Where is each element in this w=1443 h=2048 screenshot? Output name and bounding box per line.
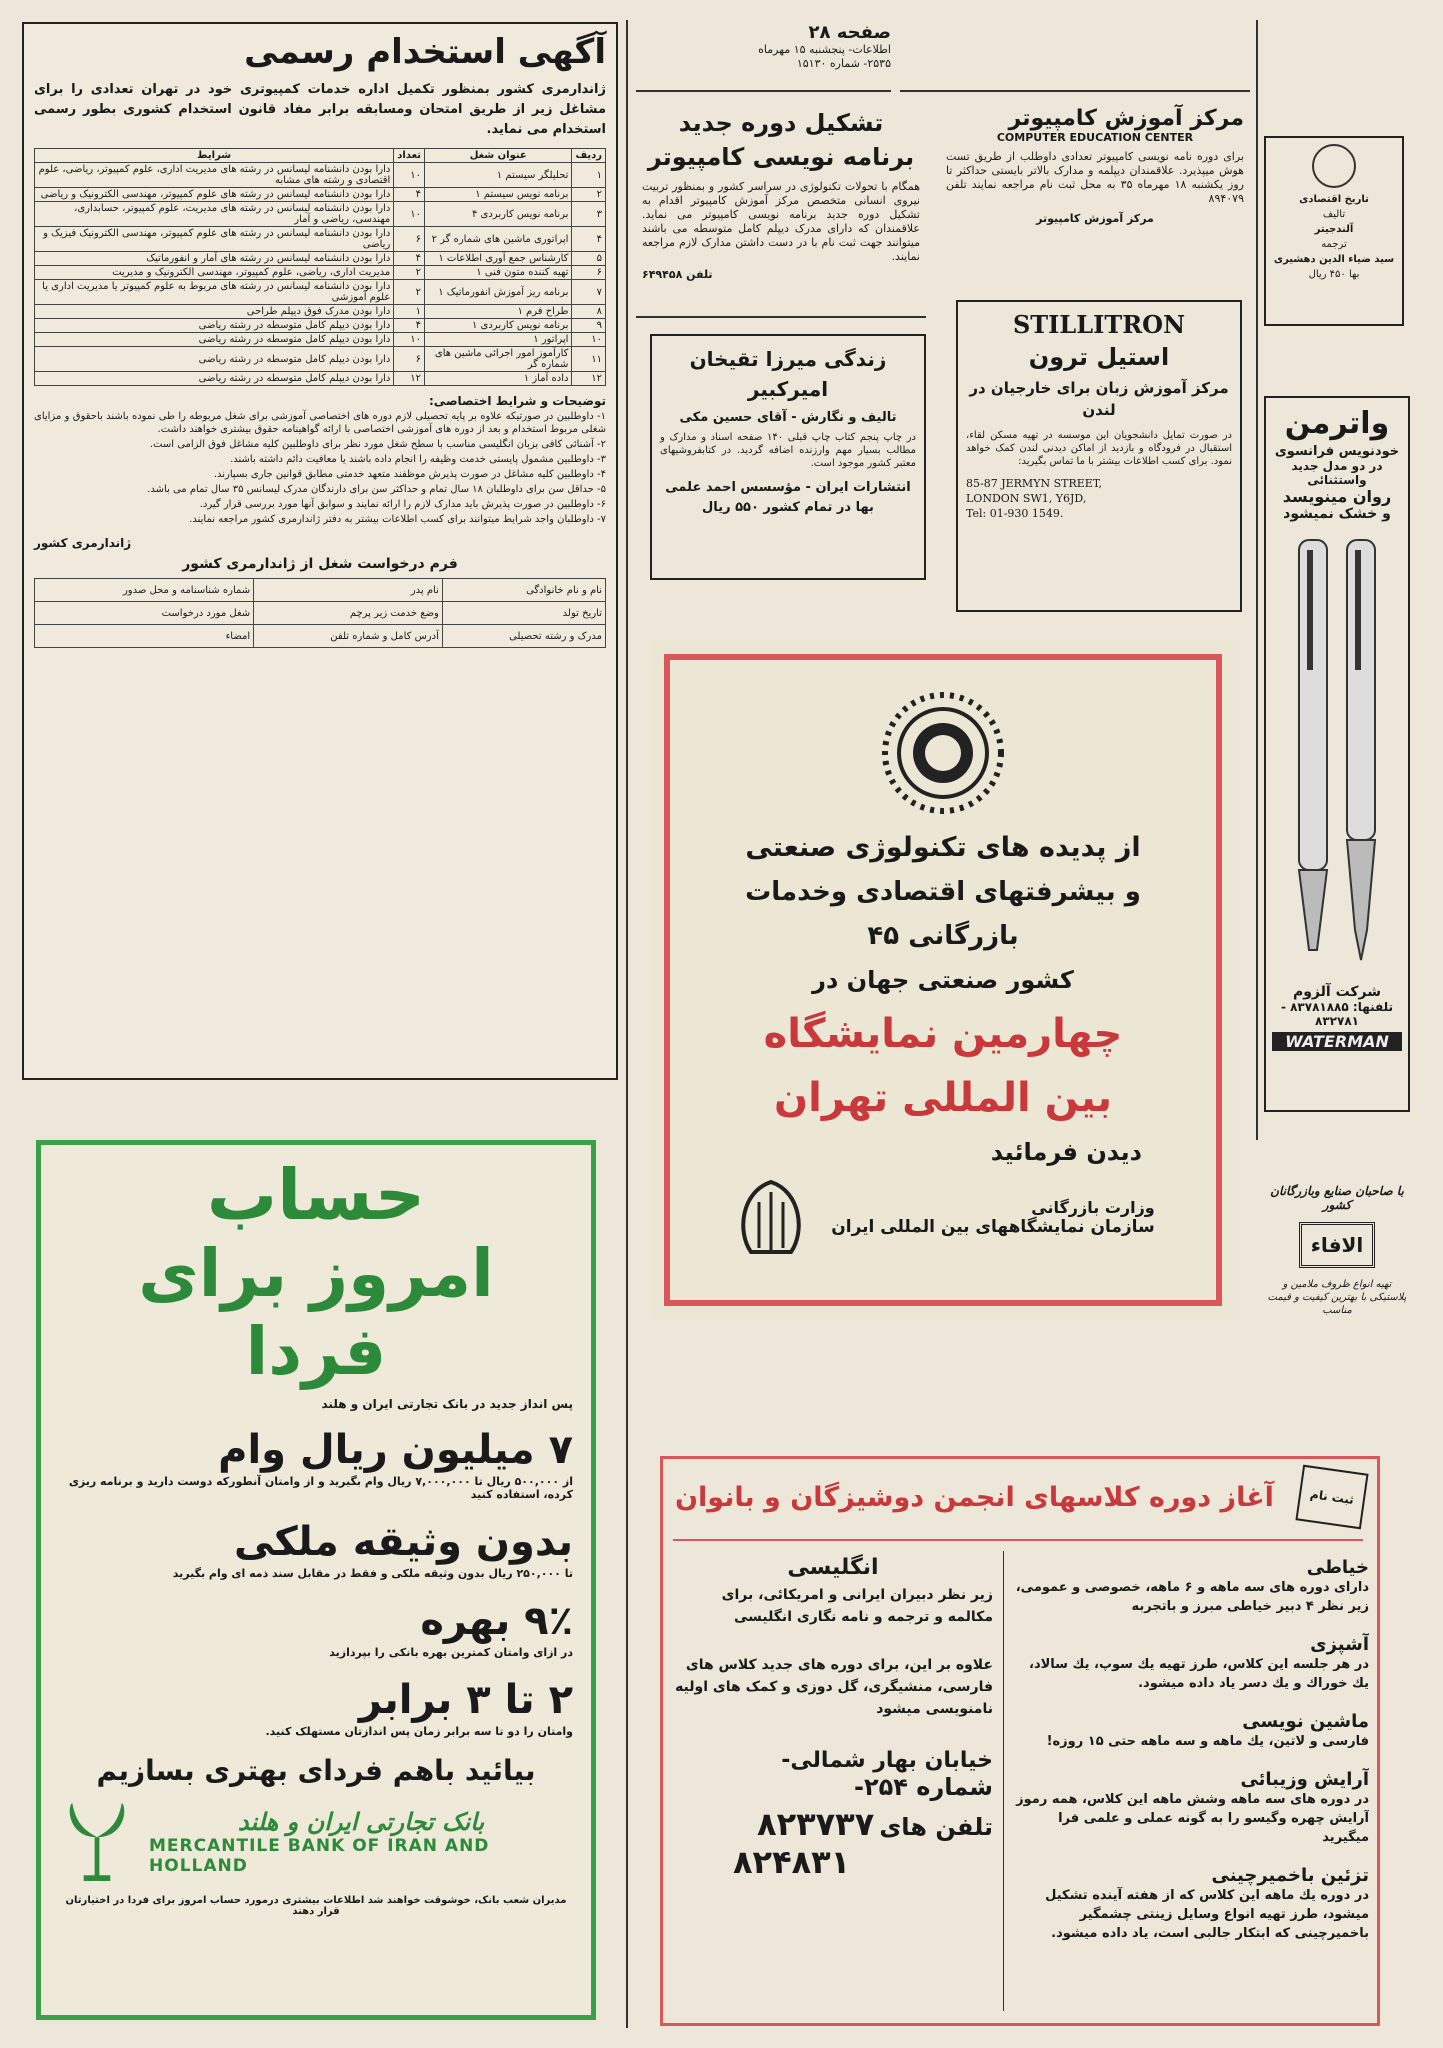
table-cell: ۱۰ xyxy=(394,202,425,227)
table-row xyxy=(35,333,606,347)
form-title: فرم درخواست شغل از ژاندارمری کشور xyxy=(182,556,458,572)
table-header: شرایط xyxy=(35,149,394,163)
column-divider xyxy=(626,20,628,2028)
address-line: LONDON SW1, Y6JD, xyxy=(966,492,1087,505)
exhibition-emblem-icon xyxy=(878,688,1008,818)
form-row xyxy=(35,625,606,648)
table-cell: دارا بودن دانشنامه لیسانس در رشته های مدیریت اداری، علوم کمپیوتر، ریاضی، علوم اقتصادی و رشته های مشابه xyxy=(35,163,394,188)
classes-phone2: ۸۲۴۸۳۱ xyxy=(733,1843,851,1881)
course-name: آشپزی xyxy=(1310,1634,1369,1655)
table-cell: ۱۲ xyxy=(572,372,606,386)
econ-line3: آلندجیتر xyxy=(1314,224,1354,235)
table-cell: ۱ xyxy=(394,305,425,319)
bank-footer: مدیران شعب بانک، خوشوقت خواهند شد اطلاعات بیشتری درمورد حساب امروز برای فردا در اختیارتان قرار دهند xyxy=(65,1895,567,1917)
note-item: ۶- داوطلبین در صورت پذیرش باید مدارک لازم را ارائه نمایند و سوابق آنها مورد بررسی قرار گیرد. xyxy=(199,499,606,510)
note-item: ۵- حداقل سن برای داوطلبان ۱۸ سال تمام و حداکثر سن برای دارندگان مدرک لیسانس ۳۵ سال تمام می باشد. xyxy=(147,484,606,495)
employment-table xyxy=(34,148,606,386)
table-cell: ۱۰ xyxy=(394,333,425,347)
econ-line1: تاریخ اقتصادی xyxy=(1299,194,1369,205)
table-cell: ۴ xyxy=(394,319,425,333)
table-cell: ۴ xyxy=(394,188,425,202)
stillitron-headline: مرکز آموزش زبان برای خارجیان در لندن xyxy=(969,379,1229,419)
form-field[interactable]: نام و نام خانوادگی xyxy=(442,579,605,602)
notes-list xyxy=(34,410,606,526)
table-cell: دارا بودن دیپلم کامل متوسطه در رشته ریاضی xyxy=(35,319,394,333)
classes-left xyxy=(673,1551,993,2011)
stillitron-ad xyxy=(956,300,1242,612)
waterman-line1: خودنویس فرانسوی xyxy=(1274,444,1400,459)
pen-icon xyxy=(1277,530,1397,980)
notes-title: توضیحات و شرایط اختصاصی: xyxy=(429,394,606,408)
table-row xyxy=(35,305,606,319)
form-field[interactable]: آدرس کامل و شماره تلفن xyxy=(254,625,443,648)
form-field[interactable]: مدرک و رشته تحصیلی xyxy=(442,625,605,648)
exhibition-org2: سازمان نمایشگاههای بین المللی ایران xyxy=(831,1216,1155,1237)
waterman-company: شرکت آلزوم xyxy=(1292,984,1382,1000)
table-cell: ۶ xyxy=(394,347,425,372)
table-row xyxy=(35,347,606,372)
exhibition-cta: دیدن فرمائید xyxy=(990,1138,1142,1166)
column-divider-right xyxy=(1256,20,1258,1140)
course-name: آرایش وزیبائی xyxy=(1240,1769,1369,1790)
industry-title: با صاحبان صنایع وبازرگانان کشور xyxy=(1270,1184,1404,1212)
industry-ad xyxy=(1264,1184,1410,1384)
course-name: تزئین باخمیرچینی xyxy=(1211,1865,1369,1886)
table-cell: ۱۱ xyxy=(572,347,606,372)
table-cell: ۱۰ xyxy=(394,163,425,188)
book-author: تالیف و نگارش - آقای حسین مکی xyxy=(679,410,897,425)
address-line: Tel: 01-930 1549. xyxy=(966,507,1064,520)
course-item xyxy=(1013,1769,1369,1847)
application-form xyxy=(34,578,606,648)
table-cell: برنامه نویس سیستم ۱ xyxy=(425,188,572,202)
computer-course-body: همگام با تحولات تکنولوژی در سراسر کشور و بمنظور تربیت نیروی انسانی متخصص مرکز آموزش کامپیوتر اقدام به تشکیل دوره جدید برنامه نویسی کامپیوتر می نماید. علاقمندان که دارای مدرک دیپلم کامل متوسطه می باشند میتوانند جهت ثبت نام با در دست داشتن مدارک لازم مراجعه نمایند. xyxy=(642,180,920,263)
bank-headline-2: امروز برای فردا xyxy=(138,1235,494,1390)
econ-line2: تالیف xyxy=(1322,209,1346,220)
exhibition-ad-frame xyxy=(650,640,1236,1320)
english-title: انگلیسی xyxy=(787,1555,879,1580)
computer-center-title: مرکز آموزش کامپیوتر xyxy=(1008,106,1244,131)
bank-item1-title: ۷ میلیون ریال وام xyxy=(218,1427,573,1473)
table-row xyxy=(35,163,606,188)
course-item xyxy=(1013,1634,1369,1693)
classes-divider xyxy=(1003,1551,1004,2011)
stillitron-brand-en: STILLITRON xyxy=(1012,310,1186,339)
page-header xyxy=(636,22,891,92)
waterman-phones-label: تلفنها: xyxy=(1352,1000,1394,1014)
course-item xyxy=(1013,1865,1369,1943)
address-line: 85-87 JERMYN STREET, xyxy=(966,477,1103,490)
bank-name-fa: بانک تجارتی ایران و هلند xyxy=(237,1808,485,1836)
waterman-line4: و خشک نمیشود xyxy=(1283,506,1391,522)
form-row xyxy=(35,602,606,625)
classes-courses xyxy=(1013,1551,1369,2011)
exhibition-ad xyxy=(664,654,1222,1306)
table-cell: تحلیلگر سیستم ۱ xyxy=(425,163,572,188)
exhibition-line3: کشور صنعتی جهان در xyxy=(812,966,1074,994)
waterman-brand-en: WATERMAN xyxy=(1272,1032,1402,1051)
bank-intro: پس انداز جدید در بانک تجارتی ایران و هلند xyxy=(321,1397,573,1411)
header-rule xyxy=(900,90,1250,92)
table-cell: ۴ xyxy=(572,227,606,252)
classes-phones-label: تلفن های xyxy=(879,1813,993,1841)
form-row xyxy=(35,579,606,602)
table-cell: دارا بودن دانشنامه لیسانس در رشته های مدیریت، علوم کمپیوتر، حسابداری، مهندسی، ریاضی و آمار xyxy=(35,202,394,227)
table-row xyxy=(35,188,606,202)
note-item: ۴- داوطلبین کلیه مشاغل در صورت پذیرش موظفند متعهد خدمتی مطابق قوانین جاری بسپارند. xyxy=(213,469,606,480)
course-name: ماشین نویسی xyxy=(1242,1711,1369,1732)
book-ad xyxy=(650,334,926,580)
exhibition-line1: از پدیده های تکنولوژی صنعتی xyxy=(745,832,1141,863)
table-cell: کارآموز امور اجرائی ماشین های شماره گر xyxy=(425,347,572,372)
course-body: فارسی و لاتین، یك ماهه و سه ماهه حتی ۱۵ روزه! xyxy=(1046,1734,1369,1749)
bank-item1-body: از ۵۰۰,۰۰۰ ریال تا ۷,۰۰۰,۰۰۰ ریال وام بگیرید و از وامتان آنطورکه دوست دارید و برنامه ریزی کرده، استفاده کنید xyxy=(68,1475,573,1501)
book-publisher: انتشارات ایران - مؤسسس احمد علمی بها در تمام کشور ۵۵۰ ریال xyxy=(665,480,911,515)
course-body: در دوره های سه ماهه وشش ماهه این کلاس، همه رموز آرایش چهره وگیسو را به گونه عملی و علمی فرا میگیرید xyxy=(1016,1792,1369,1845)
table-cell: دارا بودن دیپلم کامل متوسطه در رشته ریاضی xyxy=(35,347,394,372)
form-field[interactable]: تاریخ تولد xyxy=(442,602,605,625)
header-line2: ۲۵۳۵- شماره ۱۵۱۳۰ xyxy=(796,57,891,70)
table-row xyxy=(35,266,606,280)
exhibition-highlight2: بین المللی تهران xyxy=(773,1075,1113,1121)
bank-ad xyxy=(36,1140,596,2020)
form-field[interactable]: نام پدر xyxy=(254,579,443,602)
table-cell: ۴ xyxy=(394,252,425,266)
course-item xyxy=(1013,1711,1369,1751)
publisher-seal-icon xyxy=(1312,144,1356,188)
bank-logo-icon xyxy=(59,1797,135,1887)
stillitron-brand-fa: استیل ترون xyxy=(1028,343,1170,371)
classes-title: آغاز دوره کلاسهای انجمن دوشیزگان و بانوان xyxy=(675,1481,1274,1513)
note-item: ۷- داوطلبان واجد شرایط میتوانند برای کسب اطلاعات بیشتر به دفتر ژاندارمری کشور مراجعه نمایند. xyxy=(189,514,606,525)
form-field[interactable]: امضاء xyxy=(35,625,254,648)
course-item xyxy=(1013,1557,1369,1616)
employment-intro: ژاندارمری کشور بمنظور تکمیل اداره خدمات کمپیوتری خود در تهران تعدادی را برای مشاغل زیر از طریق امتحان ومسابقه برابر مفاد قانون استخدام کشوری بطور رسمی استخدام می نماید. xyxy=(34,82,606,137)
table-header: عنوان شغل xyxy=(425,149,572,163)
table-cell: ۱ xyxy=(572,163,606,188)
table-cell: دارا بودن دانشنامه لیسانس در رشته های علوم کمپیوتر، مهندسی الکترونیک و ریاضی xyxy=(35,188,394,202)
form-field[interactable]: وضع خدمت زیر پرچم xyxy=(254,602,443,625)
course-name: خیاطی xyxy=(1306,1557,1369,1578)
employment-signature: ژاندارمری کشور xyxy=(34,536,132,550)
bank-slogan: بیائید باهم فردای بهتری بسازیم xyxy=(96,1754,536,1787)
book-body: در چاپ پنجم کتاب چاپ قبلی ۱۴۰ صفحه اسناد و مدارک و مطالب بسیار مهم وارزنده اضافه گردید. در کتابفروشیهای معتبر کشور موجود است. xyxy=(660,432,917,469)
econ-price: بها ۴۵۰ ریال xyxy=(1308,269,1360,280)
course-body: در دوره یك ماهه این کلاس که از هفته آینده تشکیل میشود، طرز تهیه انواع وسایل زینتی چشمگیر باخمیرچینی که ابتکار جالبی است، یاد داده میشود. xyxy=(1045,1888,1369,1941)
table-cell: اپراتوری ماشین های شماره گر ۲ xyxy=(425,227,572,252)
table-cell: ۳ xyxy=(572,202,606,227)
form-field[interactable]: شغل مورد درخواست xyxy=(35,602,254,625)
table-cell: ۸ xyxy=(572,305,606,319)
bank-name-en: MERCANTILE BANK OF IRAN AND HOLLAND xyxy=(149,1836,490,1876)
book-title: زندگی میرزا تقیخان امیرکبیر xyxy=(689,347,887,401)
table-cell: دارا بودن دانشنامه لیسانس در رشته های مربوط به علوم کمپیوتر یا مدیریت اداری یا علوم آموزشی xyxy=(35,280,394,305)
table-cell: مدیریت اداری، ریاضی، علوم کمپیوتر، مهندسی الکترونیک و مدیریت xyxy=(35,266,394,280)
table-cell: ۵ xyxy=(572,252,606,266)
stillitron-body: در صورت تمایل دانشجویان این موسسه در تهیه مسکن لقاء، استقبال در فرودگاه و بازدید از اماکن دیدنی لندن کمک خواهد نمود. برای کسب اطلاعات بیشتر با ما تماس بگیرید: xyxy=(966,430,1232,467)
page-number: صفحه ۲۸ xyxy=(808,22,891,43)
computer-center-body: برای دوره نامه نویسی کامپیوتر تعدادی داوطلب از طریق تست هوش میپذیرد. علاقمندان دیپلمه و مدارک بالاتر بایستی حداکثر تا روز یکشنبه ۱۸ مهرماه ۳۵ به محل ثبت نام مراجعه نمایند تلفن ۸۹۴۰۷۹ xyxy=(946,150,1244,205)
note-item: ۱- داوطلبین در صورتیکه علاوه بر پایه تحصیلی لازم دوره های اختصاصی آموزشی برای شغل مربوطه را طی نموده باشند باحقوق و مزایای شغلی مربوط استخدام و بعد از دوره های آموزشی اختصاصی با ارائه گواهینامه حقوق بیشتری خواهند داشت. xyxy=(34,411,606,435)
computer-course-phone: تلفن ۶۴۹۴۵۸ xyxy=(642,268,713,281)
employment-ad xyxy=(22,22,618,1080)
table-row xyxy=(35,280,606,305)
waterman-ad xyxy=(1264,396,1410,1112)
waterman-brand-fa: واترمن xyxy=(1284,406,1390,441)
industry-body: تهیه انواع ظروف ملامین و پلاستیکی با بهترین کیفیت و قیمت مناسب xyxy=(1267,1279,1407,1316)
table-row xyxy=(35,372,606,386)
classes-ad xyxy=(660,1456,1380,2026)
table-row xyxy=(35,227,606,252)
bank-item2-body: تا ۲۵۰,۰۰۰ ریال بدون وثیقه ملکی و فقط در مقابل سند ذمه ای وام بگیرید xyxy=(172,1567,573,1580)
table-header: تعداد xyxy=(394,149,425,163)
computer-course-ad xyxy=(636,100,926,318)
waterman-line2: در دو مدل جدید واستثنائی xyxy=(1291,459,1383,487)
table-cell: ۷ xyxy=(572,280,606,305)
form-field[interactable]: شماره شناسنامه و محل صدور xyxy=(35,579,254,602)
waterman-line3: روان مینویسد xyxy=(1282,487,1392,506)
waterman-phones: ۸۳۷۸۱۸۸۵ - ۸۳۲۷۸۱ xyxy=(1280,1000,1359,1028)
exhibition-org1: وزارت بازرگانی xyxy=(1031,1197,1155,1217)
table-row xyxy=(35,252,606,266)
bank-text xyxy=(149,1808,573,1876)
economic-history-ad xyxy=(1264,136,1404,326)
stillitron-address xyxy=(966,476,1232,521)
table-cell: کارشناس جمع آوری اطلاعات ۱ xyxy=(425,252,572,266)
exhibition-highlight1: چهارمین نمایشگاه xyxy=(763,1011,1123,1057)
table-cell: ۲ xyxy=(394,280,425,305)
classes-address2: شماره ۲۵۴- xyxy=(854,1773,993,1801)
econ-line4: ترجمه xyxy=(1321,239,1347,250)
table-header: ردیف xyxy=(572,149,606,163)
bank-item4-title: ۲ تا ۳ برابر xyxy=(358,1677,573,1723)
industry-brand: الافاء xyxy=(1299,1222,1375,1268)
table-cell: ۱۰ xyxy=(572,333,606,347)
ministry-logo-icon xyxy=(731,1172,811,1262)
bank-item3-body: در ازای وامتان کمترین بهره بانکی را بپردازید xyxy=(329,1646,573,1659)
table-cell: ۶ xyxy=(572,266,606,280)
table-cell: ۱۲ xyxy=(394,372,425,386)
exhibition-line2: و بیشرفتهای اقتصادی وخدمات بازرگانی ۴۵ xyxy=(745,877,1141,951)
table-cell: داده آماز ۱ xyxy=(425,372,572,386)
table-cell: دارا بودن دانشنامه لیسانس در رشته های آمار و انفورماتیک xyxy=(35,252,394,266)
classes-rule xyxy=(673,1539,1363,1541)
table-row xyxy=(35,202,606,227)
table-cell: دارا بودن دانشنامه لیسانس در رشته های علوم کمپیوتر، مهندسی الکترونیک فیزیک و ریاضی xyxy=(35,227,394,252)
classes-badge: ثبت نام xyxy=(1295,1465,1368,1530)
course-body: دارای دوره های سه ماهه و ۶ ماهه، خصوصی و عمومی، زیر نظر ۴ دبیر خیاطی مبرز و باتجربه xyxy=(1015,1580,1369,1614)
computer-center-signature: مرکز آموزش کامپیوتر xyxy=(1036,212,1154,225)
table-cell: برنامه نویس کاربردی ۴ xyxy=(425,202,572,227)
note-item: ۳- داوطلبین مشمول پایستی خدمت وظیفه را انجام داده باشند یا معافیت دائم داشته باشند. xyxy=(230,454,606,465)
table-row xyxy=(35,319,606,333)
bank-item3-title: ۹٪ بهره xyxy=(420,1598,573,1644)
table-cell: دارا بودن دیپلم کامل متوسطه در رشته ریاضی xyxy=(35,333,394,347)
computer-course-title: تشکیل دوره جدید برنامه نویسی کامپیوتر xyxy=(647,109,915,171)
table-cell: تهیه کننده متون فنی ۱ xyxy=(425,266,572,280)
bank-item2-title: بدون وثیقه ملکی xyxy=(233,1519,573,1565)
table-cell: طراح فرم ۱ xyxy=(425,305,572,319)
note-item: ۲- آشنائی کافی بزبان انگلیسی مناسب با سطح شغل مورد نظر برای داوطلبین کلیه مشاغل فوق الزامی است. xyxy=(149,439,606,450)
table-cell: دارا بودن دیپلم کامل متوسطه در رشته ریاضی xyxy=(35,372,394,386)
computer-center-ad xyxy=(940,100,1250,270)
table-cell: ۶ xyxy=(394,227,425,252)
table-cell: ۲ xyxy=(394,266,425,280)
classes-address1: خیابان بهار شمالی- xyxy=(781,1748,993,1773)
header-line1: اطلاعات- پنجشنبه ۱۵ مهرماه xyxy=(758,43,891,56)
bank-item4-body: وامتان را دو تا سه برابر زمان پس اندازتان مستهلک کنید. xyxy=(265,1725,573,1738)
classes-extra: علاوه بر این، برای دوره های جدید کلاس های فارسی، منشیگری، گل دوزی و کمک های اولیه نامنویسی میشود xyxy=(675,1657,993,1717)
table-cell: ۹ xyxy=(572,319,606,333)
employment-title: آگهی استخدام رسمی xyxy=(244,32,606,72)
english-body: زیر نظر دبیران ایرانی و امریکائی، برای مکالمه و ترجمه و نامه نگاری انگلیسی xyxy=(721,1587,993,1625)
bank-headline-1: حساب xyxy=(206,1154,426,1236)
econ-line5: سید ضیاء الدین دهشیری xyxy=(1273,254,1395,265)
classes-phone1: ۸۲۳۷۳۷ xyxy=(757,1805,875,1843)
table-cell: اپراتور ۱ xyxy=(425,333,572,347)
computer-center-subtitle: COMPUTER EDUCATION CENTER xyxy=(996,131,1194,144)
table-cell: برنامه ریز آموزش انفورماتیک ۱ xyxy=(425,280,572,305)
table-cell: دارا بودن مدرک فوق دیپلم طراحی xyxy=(35,305,394,319)
table-cell: ۲ xyxy=(572,188,606,202)
table-cell: برنامه نویس کاربردی ۱ xyxy=(425,319,572,333)
course-body: در هر جلسه این کلاس، طرز تهیه یك سوپ، یك سالاد، یك خوراك و یك دسر یاد داده میشود. xyxy=(1029,1657,1369,1691)
